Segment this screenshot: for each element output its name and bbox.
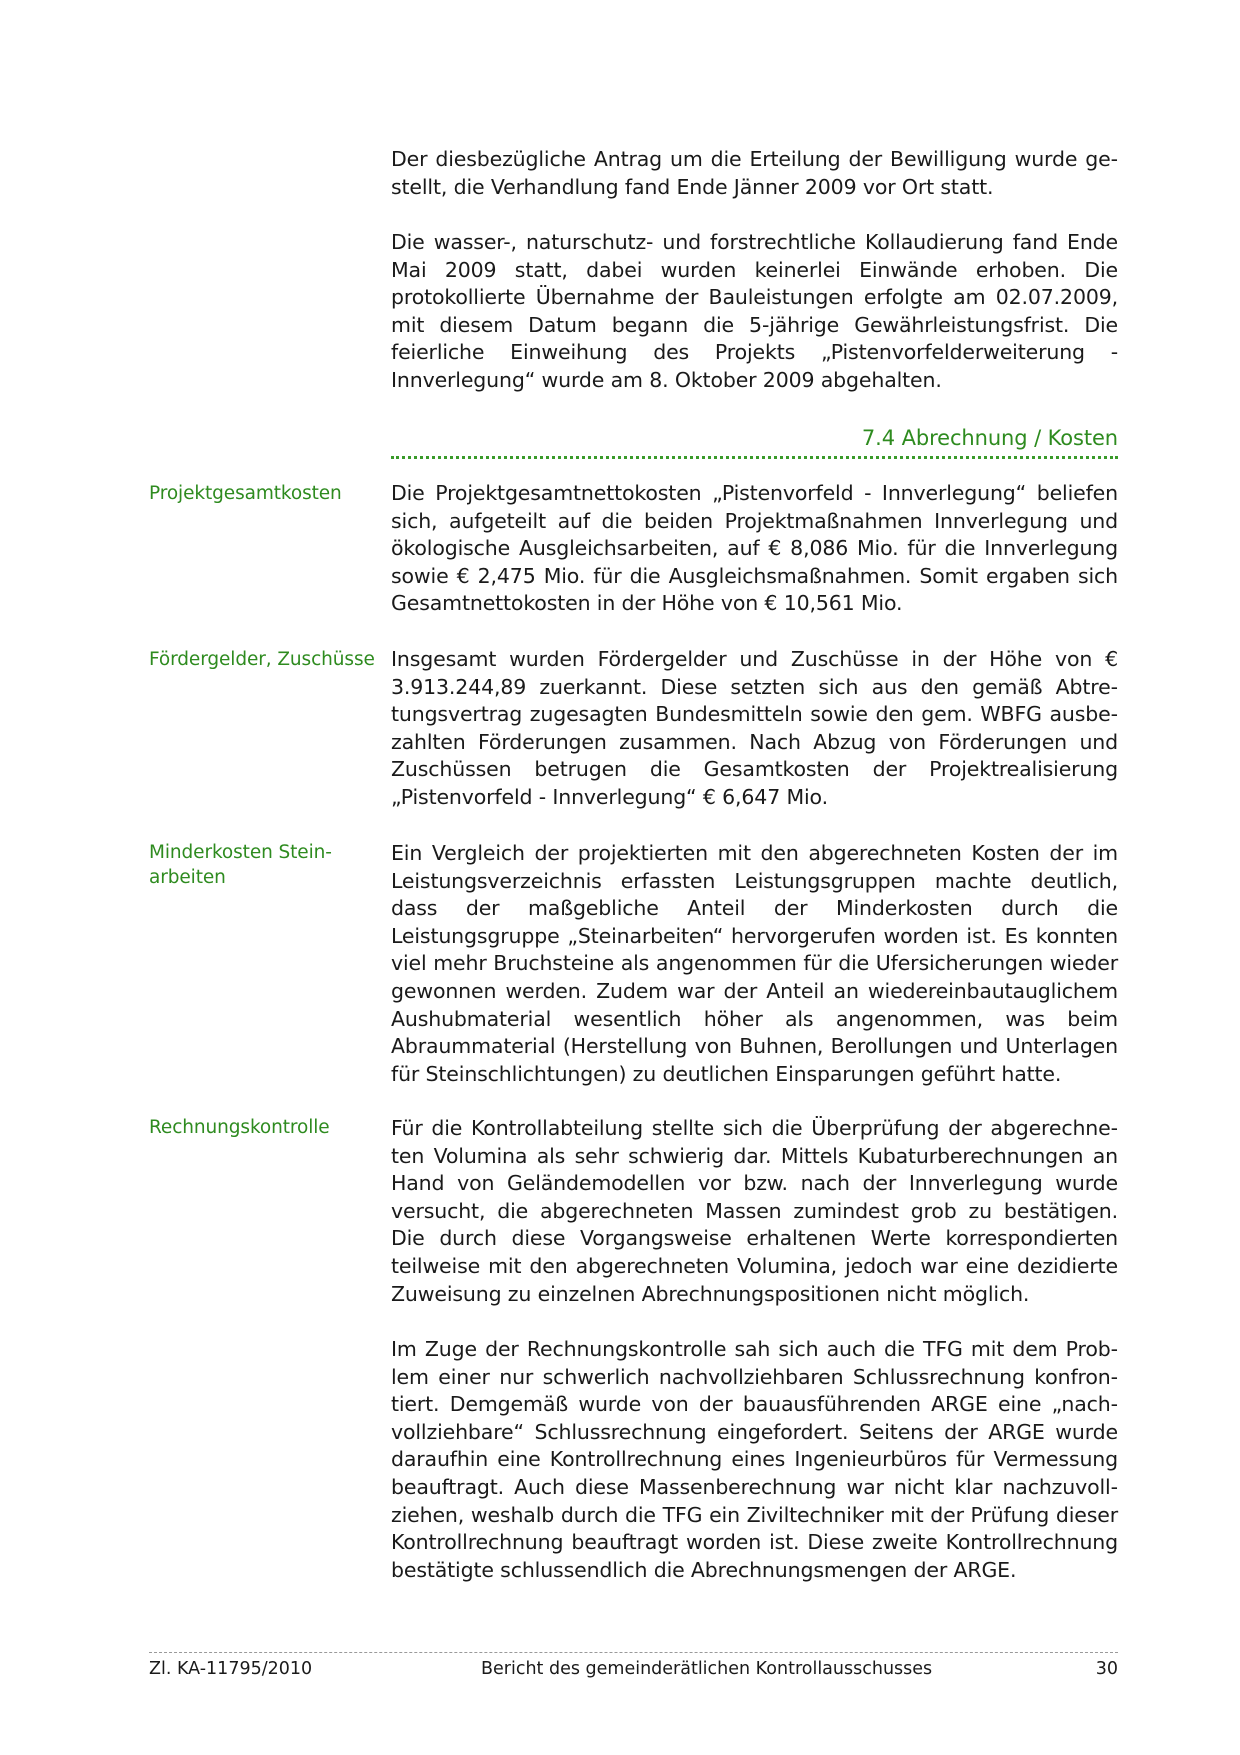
side-label-projektgesamtkosten: Projektgesamtkosten: [149, 483, 342, 504]
section-heading: 7.4 Abrechnung / Kosten: [861, 426, 1118, 450]
footer-rule: [149, 1652, 1118, 1653]
paragraph-project-costs: Die Projektgesamtnettokosten „Pistenvorfeld - Innverlegung“ beliefen sich, aufgeteilt auf die beiden Projektmaßnahmen Innverlegung und ökologische Ausgleichsarbeiten, auf € 8,086 Mio. für die Innverlegung sowie € 2,475 Mio. für die Ausgleichsmaßnahmen. Somit ergaben sich Gesamtnettokosten in der Höhe von € 10,561 Mio.: [391, 481, 1118, 616]
footer-reference: Zl. KA-11795/2010: [149, 1659, 313, 1679]
paragraph-control-department: Für die Kontrollabteilung stellte sich die Überprüfung der abgerechneten Volumina als sehr schwierig dar. Mittels Kubaturberechnungen an Hand von Geländemodellen vor bzw. nach der Innverlegung wurde versucht, die abgerechneten Massen zumindest grob zu bestätigen. Die durch diese Vorgangsweise erhaltenen Werte korrespondierten teilweise mit den abgerechneten Volumina, jedoch war eine dezidierte Zuweisung zu einzelnen Abrechnungspositionen nicht möglich.: [391, 1116, 1118, 1306]
side-label-minderkosten: Minderkosten Steinarbeiten: [149, 842, 332, 888]
paragraph-reduced-costs: Ein Vergleich der projektierten mit den abgerechneten Kosten der im Leistungsverzeichnis erfassten Leistungsgruppen machte deutlich, dass der maßgebliche Anteil der Minderkosten durch die Leistungsgruppe „Steinarbeiten“ hervorgerufen worden ist. Es konnten viel mehr Bruchsteine als angenommen für die Ufersicherungen wieder gewonnen werden. Zudem war der Anteil an wiedereinbautauglichem Aushubmaterial wesentlich höher als angenommen, was beim Abraummaterial (Herstellung von Buhnen, Berollungen und Unterlagen für Steinschlichtungen) zu deutlichen Einsparungen geführt hatte.: [391, 841, 1118, 1086]
footer-title: Bericht des gemeinderätlichen Kontrollausschusses: [481, 1659, 933, 1679]
paragraph-invoice-review: Im Zuge der Rechnungskontrolle sah sich auch die TFG mit dem Problem einer nur schwerlich nachvollziehbaren Schlussrechnung konfrontiert. Demgemäß wurde von der bauausführenden ARGE eine „nachvollziehbare“ Schlussrechnung eingefordert. Seitens der ARGE wurde daraufhin eine Kontrollrechnung eines Ingenieurbüros für Vermessung beauftragt. Auch diese Massenberechnung war nicht klar nachzuvollziehen, weshalb durch die TFG ein Ziviltechniker mit der Prüfung dieser Kontrollrechnung beauftragt worden ist. Diese zweite Kontrollrechnung bestätigte schlussendlich die Abrechnungsmengen der ARGE.: [391, 1337, 1118, 1582]
paragraph-collaudation: Die wasser-, naturschutz- und forstrechtliche Kollaudierung fand Ende Mai 2009 statt, dabei wurden keinerlei Einwände erhoben. Die protokollierte Übernahme der Bauleistungen erfolgte am 02.07.2009, mit diesem Datum begann die 5-jährige Gewährleistungsfrist. Die feierliche Einweihung des Projekts „Pistenvorfelderweiterung - Innverlegung“ wurde am 8. Oktober 2009 abgehalten.: [391, 230, 1118, 392]
side-label-foerdergelder: Fördergelder, Zuschüsse: [149, 649, 375, 670]
paragraph-application: Der diesbezügliche Antrag um die Erteilung der Bewilligung wurde gestellt, die Verhandlung fand Ende Jänner 2009 vor Ort statt.: [391, 147, 1118, 199]
section-heading-rule: [391, 456, 1118, 459]
side-label-rechnungskontrolle: Rechnungskontrolle: [149, 1117, 330, 1138]
page-number: 30: [1095, 1659, 1118, 1679]
paragraph-subsidies: Insgesamt wurden Fördergelder und Zuschüsse in der Höhe von € 3.913.244,89 zuerkannt. Diese setzten sich aus den gemäß Abtretungsvertrag zugesagten Bundesmitteln sowie den gem. WBFG ausbezahlten Förderungen zusammen. Nach Abzug von Förderungen und Zuschüssen betrugen die Gesamtkosten der Projektrealisierung „Pistenvorfeld - Innverlegung“ € 6,647 Mio.: [391, 647, 1118, 809]
